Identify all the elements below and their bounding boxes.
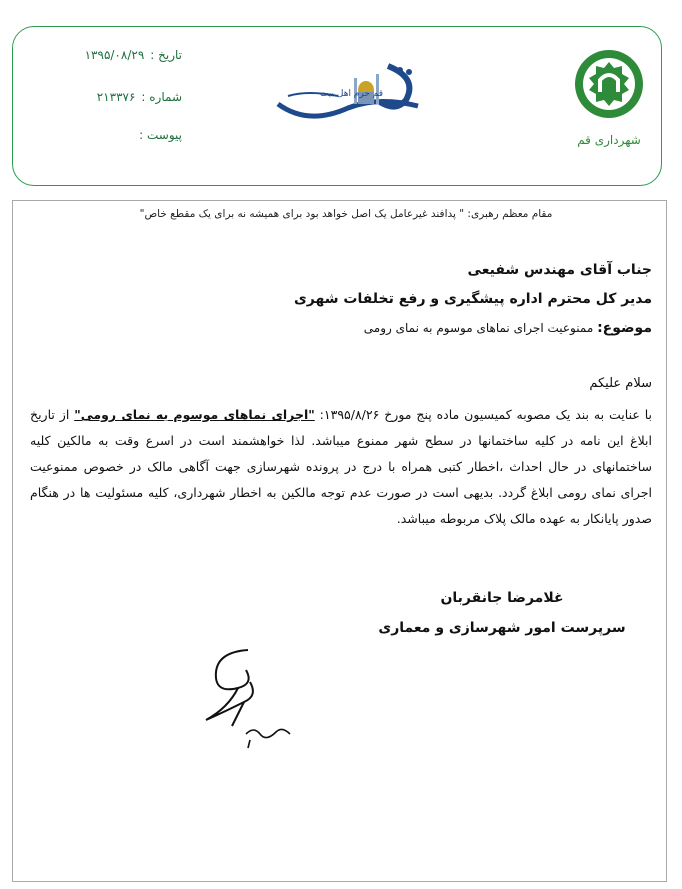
date-value: ۱۳۹۵/۰۸/۲۹: [84, 48, 145, 62]
recipient-position: مدیر کل محترم اداره پیشگیری و رفع تخلفات شهری: [293, 291, 652, 307]
body-part-2: از تاریخ ابلاغ این نامه در کلیه ساختمانها در سطح شهر ممنوع میباشد. لذا خواهشمند است در اسرع وقت به مالکین کلیه ساختمانهای در حال احداث ،اخطار کتبی همراه با درج در پرونده شهرسازی جهت آگاهی مالک در خصوص ممنوعیت اجرای نمای رومی ابلاغ گردد. بدیهی است در صورت عدم توجه مالکین به اخطار شهرداری، کلیه مسئولیت ها در هنگام صدور پایانکار به عهده مالک پلاک مربوطه میباشد.: [30, 407, 652, 526]
leader-quote: مقام معظم رهبری: " پدافند غیرعامل یک اصل خواهد بود برای همیشه نه برای یک مقطع خاص": [139, 208, 553, 220]
attachment-label: پیوست :: [139, 128, 182, 142]
attachment-line: [62, 128, 182, 142]
qom-municipality-emblem: [564, 36, 654, 156]
body-part-1: با عنایت به بند یک مصوبه کمیسیون ماده پنج مورخ ۱۳۹۵/۸/۲۶:: [314, 407, 652, 422]
number-value: ۲۱۳۳۷۶: [96, 90, 136, 104]
number-label: شماره :: [141, 90, 182, 104]
signer-title: سرپرست امور شهرسازی و معماری: [378, 620, 626, 636]
greeting: سلام علیکم: [589, 376, 652, 391]
number-line: [62, 90, 182, 104]
signer-name: غلامرضا جانقربان: [440, 590, 564, 606]
handwritten-signature: [188, 642, 308, 752]
date-line: [62, 48, 182, 62]
qom-city-logo: [268, 56, 426, 128]
municipality-logo-text: شهرداری قم: [577, 133, 641, 147]
recipient-name: جناب آقای مهندس شفیعی: [467, 262, 652, 278]
subject-label: موضوع:: [597, 320, 652, 336]
body-highlight: "اجرای نماهای موسوم به نمای رومی": [74, 407, 315, 422]
subject-line: [364, 320, 652, 336]
date-label: تاریخ :: [150, 48, 182, 62]
subject-text: ممنوعیت اجرای نماهای موسوم به نمای رومی: [363, 321, 594, 335]
qom-logo-text: قم حرم اهل بیت: [320, 89, 384, 99]
letter-paragraph: [30, 402, 652, 532]
